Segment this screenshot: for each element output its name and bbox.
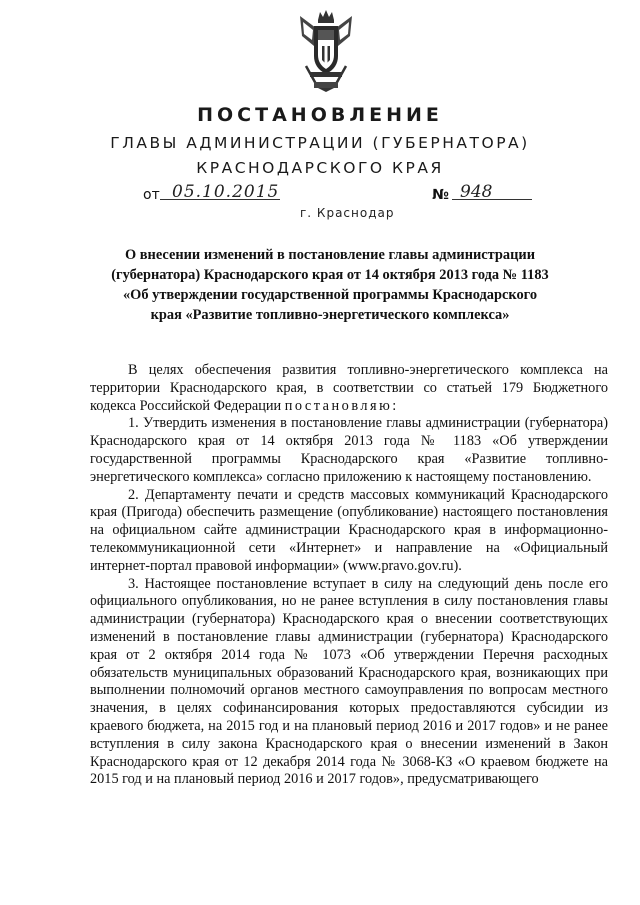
item-1-paragraph: 1. Утвердить изменения в постановление главы администрации (губернатора) Краснодарского края от 14 октября 2013 года № 1183 «Об утверждении государственной программы Краснодарского края «Развитие топливно-энергетического комплекса» согласно приложению к настоящему постановлению. [90, 415, 608, 485]
document-title: О внесении изменений в постановление главы администрации (губернатора) Краснодарского края от 14 октября 2013 года № 1183 «Об утверждении государственной программы Краснодарского края «Развитие топливно-энергетического комплекса» [111, 247, 549, 323]
city-name: г. Краснодар [300, 206, 395, 220]
issuer-heading-line2: КРАСНОДАРСКОГО КРАЯ [196, 159, 444, 177]
number-value: 948 [460, 182, 493, 202]
date-label: от [143, 187, 160, 203]
intro-paragraph [90, 362, 608, 415]
issuer-heading-line1: ГЛАВЫ АДМИНИСТРАЦИИ (ГУБЕРНАТОРА) [110, 134, 530, 152]
number-label: № [432, 187, 449, 203]
intro-text: В целях обеспечения развития топливно-энергетического комплекса на территории Краснодарского края, в соответствии со статьей 179 Бюджетного кодекса Российской Федерации [90, 362, 608, 414]
document-type-heading: ПОСТАНОВЛЕНИЕ [197, 104, 443, 126]
decree-word: постановляю: [284, 397, 399, 414]
date-number-line [0, 184, 640, 206]
item-3-paragraph: 3. Настоящее постановление вступает в силу на следующий день после его официального опубликования, но не ранее вступления в силу постановления главы администрации (губернатора) Краснодарского края о внесении соответствующих изменений в постановление главы администрации (губернатора) Краснодарского края от 2 октября 2014 года № 1073 «Об утверждении Перечня расходных обязательств муниципальных образований Краснодарского края, возникающих при выполнении полномочий органов местного самоуправления по вопросам местного значения, в целях софинансирования которых предоставляются субсидии из краевого бюджета, на 2015 год и на плановый период 2016 и 2017 годов» и не ранее вступления в силу закона Краснодарского края о внесении изменений в Закон Краснодарского края от 12 декабря 2014 года № 3068-КЗ «О краевом бюджете на 2015 год и на плановый период 2016 и 2017 годов», предусматривающего [90, 575, 608, 788]
coat-of-arms-icon [296, 6, 356, 92]
document-body [90, 362, 608, 789]
item-2-paragraph: 2. Департаменту печати и средств массовых коммуникаций Краснодарского края (Пригода) обеспечить размещение (опубликование) настоящего постановления на официальном сайте администрации Краснодарского края в информационно-телекоммуникационной сети «Интернет» и направление на «Официальный интернет-портал правовой информации» (www.pravo.gov.ru). [90, 486, 608, 574]
date-value: 05.10.2015 [172, 182, 280, 202]
